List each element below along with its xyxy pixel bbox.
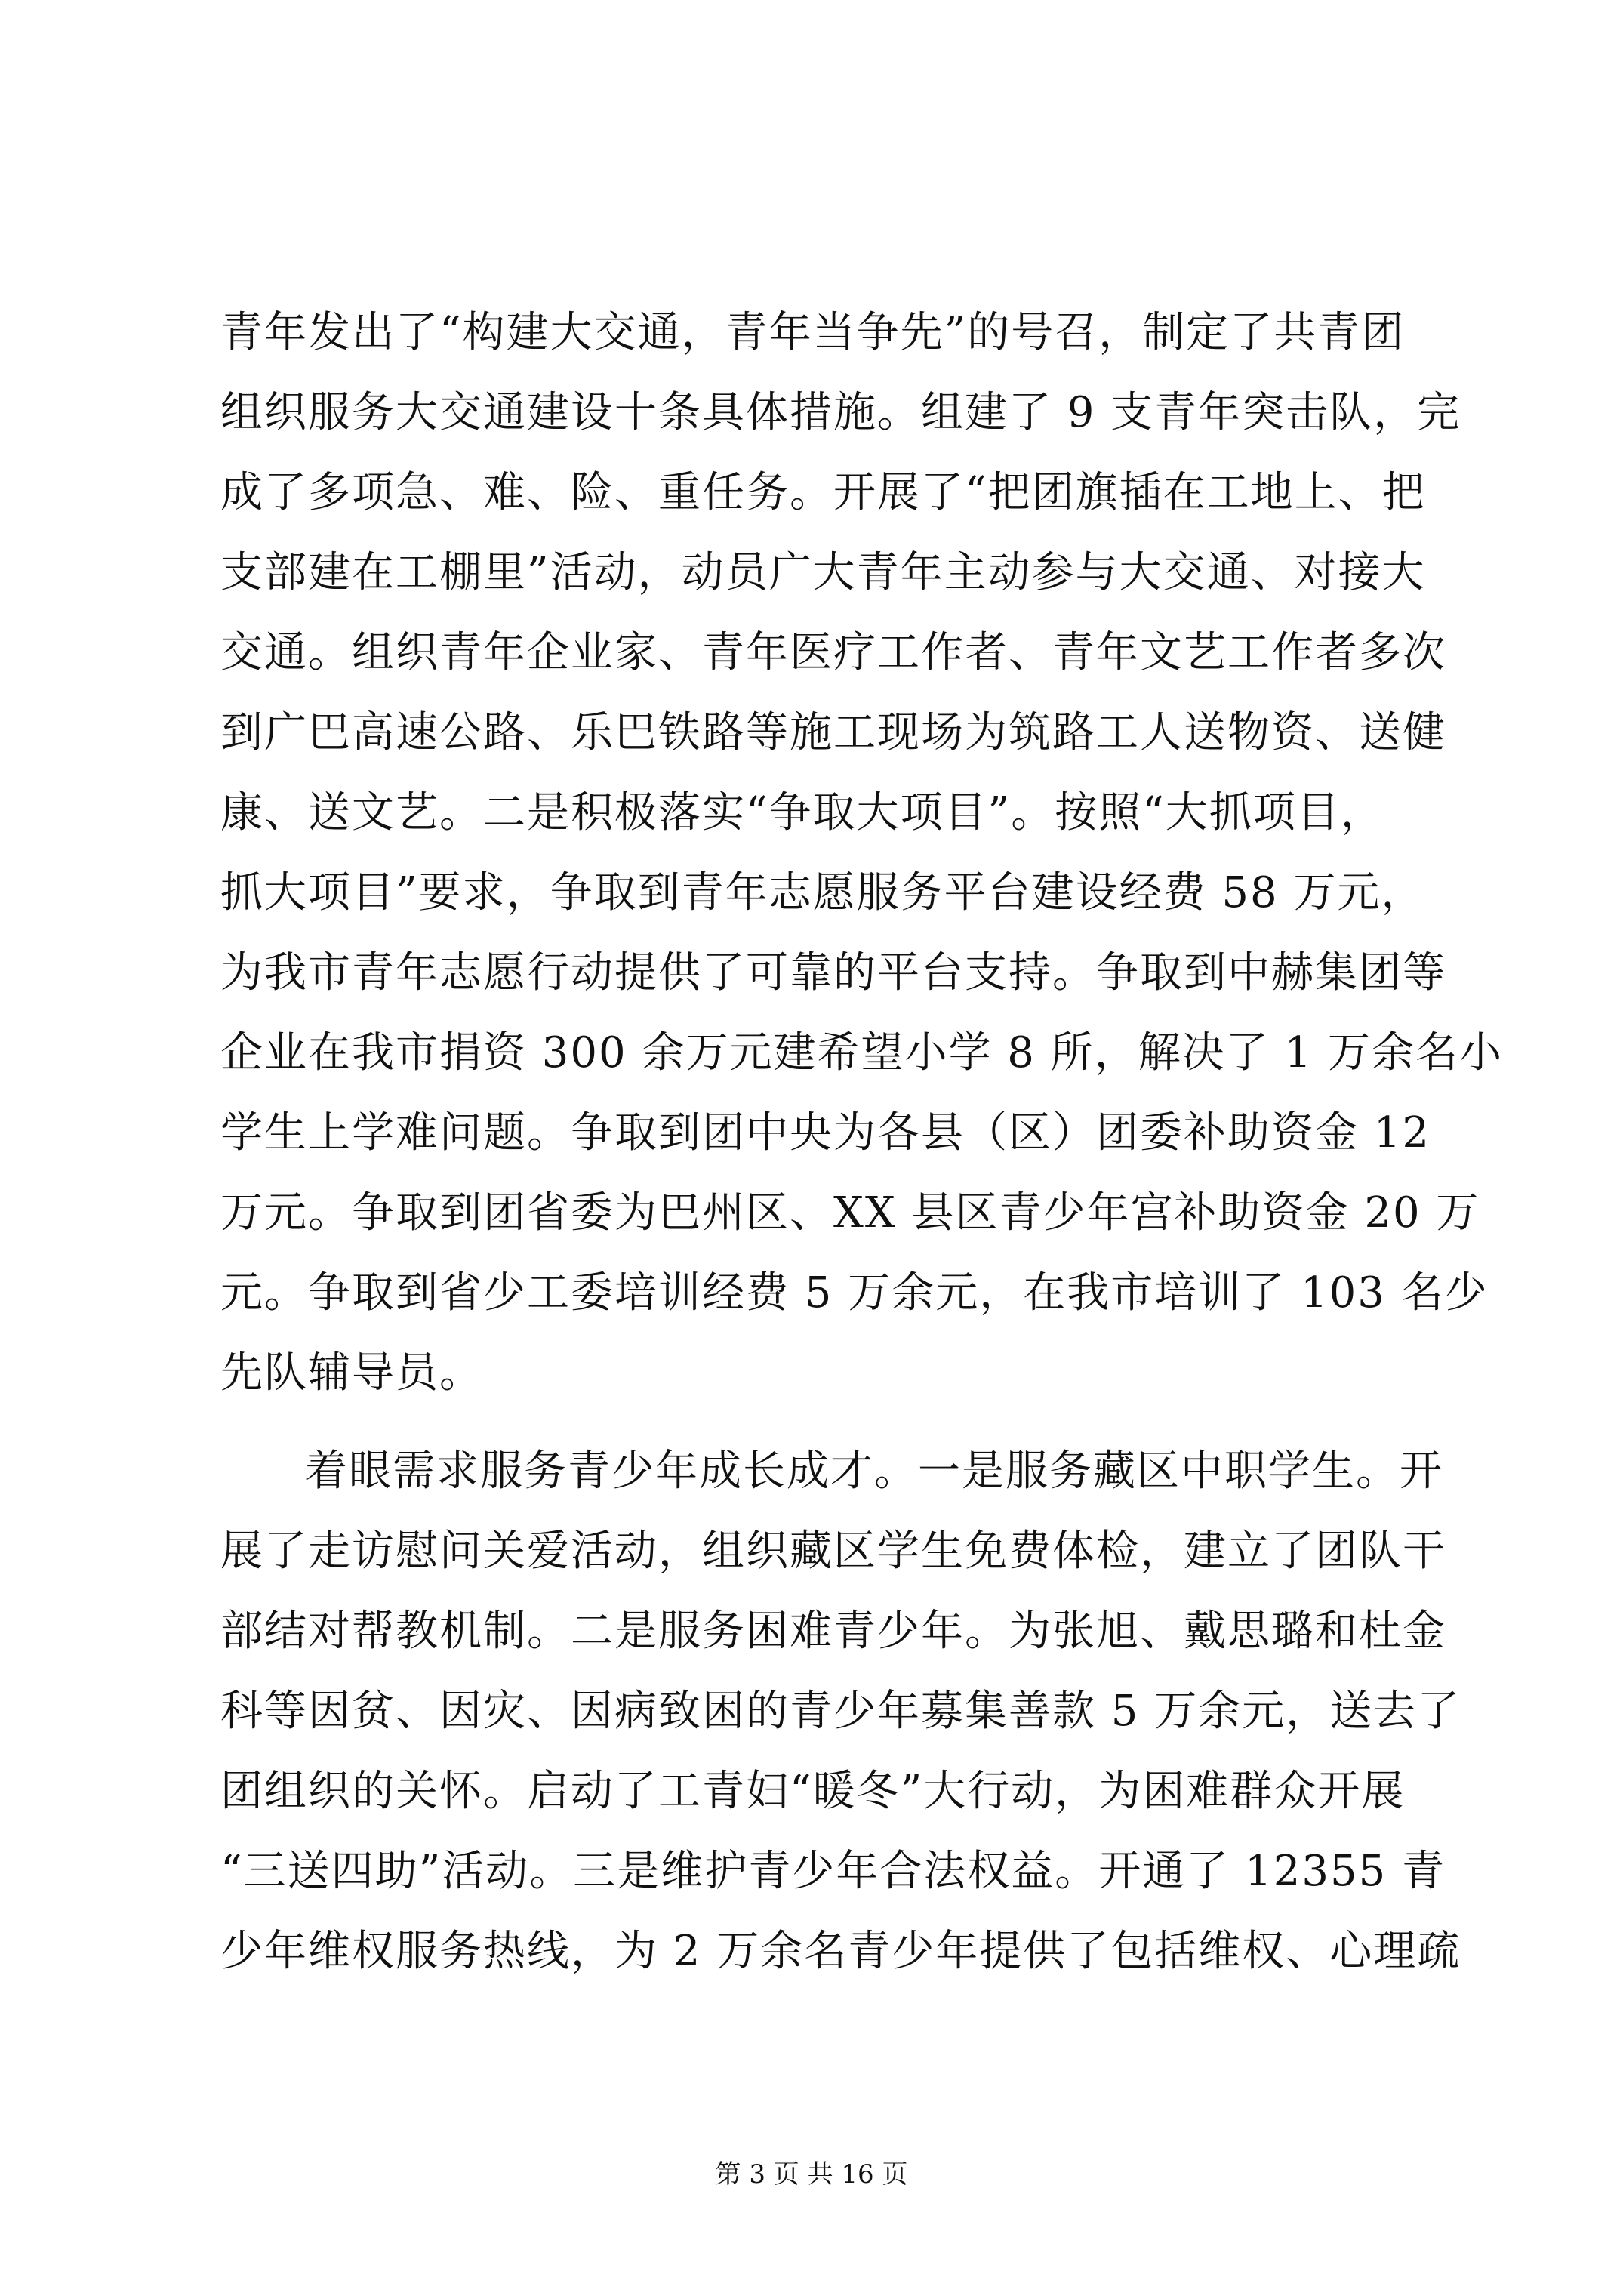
document-body [220, 293, 1503, 1992]
text-line: 少年维权服务热线，为 2 万余名青少年提供了包括维权、心理疏 [220, 1927, 1461, 1976]
text-line: 部结对帮教机制。二是服务困难青少年。为张旭、戴思璐和杜金 [220, 1607, 1446, 1656]
text-line: 组织服务大交通建设十条具体措施。组建了 9 支青年突击队，完 [220, 388, 1461, 437]
text-line: 到广巴高速公路、乐巴铁路等施工现场为筑路工人送物资、送健 [220, 708, 1446, 757]
text-line: 科等因贫、因灾、因病致困的青少年募集善款 5 万余元，送去了 [220, 1687, 1461, 1736]
paragraph-spacer [220, 1413, 1413, 1432]
text-line: 支部建在工棚里”活动，动员广大青年主动参与大交通、对接大 [220, 548, 1426, 597]
text-line: 学生上学难问题。争取到团中央为各县（区）团委补助资金 12 [220, 1108, 1431, 1157]
text-line: 交通。组织青年企业家、青年医疗工作者、青年文艺工作者多次 [220, 628, 1446, 677]
text-line: 为我市青年志愿行动提供了可靠的平台支持。争取到中赫集团等 [220, 948, 1446, 997]
text-line: 万元。争取到团省委为巴州区、XX 县区青少年宫补助资金 20 万 [220, 1188, 1480, 1237]
text-line: 展了走访慰问关爱活动，组织藏区学生免费体检，建立了团队干 [220, 1527, 1446, 1576]
text-line: 着眼需求服务青少年成长成才。一是服务藏区中职学生。开 [305, 1447, 1443, 1496]
paragraph-2 [220, 1432, 1461, 1992]
text-line: 先队辅导员。 [220, 1348, 483, 1398]
text-line: 成了多项急、难、险、重任务。开展了“把团旗插在工地上、把 [220, 468, 1426, 517]
page-number-footer: 第 3 页 共 16 页 [715, 2159, 908, 2190]
text-line: “三送四助”活动。三是维护青少年合法权益。开通了 12355 青 [220, 1847, 1446, 1896]
text-line: 元。争取到省少工委培训经费 5 万余元，在我市培训了 103 名少 [220, 1268, 1489, 1318]
text-line: 青年发出了“构建大交通，青年当争先”的号召，制定了共青团 [220, 308, 1406, 357]
text-line: 团组织的关怀。启动了工青妇“暖冬”大行动，为困难群众开展 [220, 1767, 1406, 1816]
text-line: 企业在我市捐资 300 余万元建希望小学 8 所，解决了 1 万余名小 [220, 1028, 1503, 1077]
text-line: 康、送文艺。二是积极落实“争取大项目”。按照“大抓项目， [220, 788, 1384, 837]
paragraph-1 [220, 293, 1503, 1413]
text-line: 抓大项目”要求，争取到青年志愿服务平台建设经费 58 万元， [220, 868, 1425, 917]
